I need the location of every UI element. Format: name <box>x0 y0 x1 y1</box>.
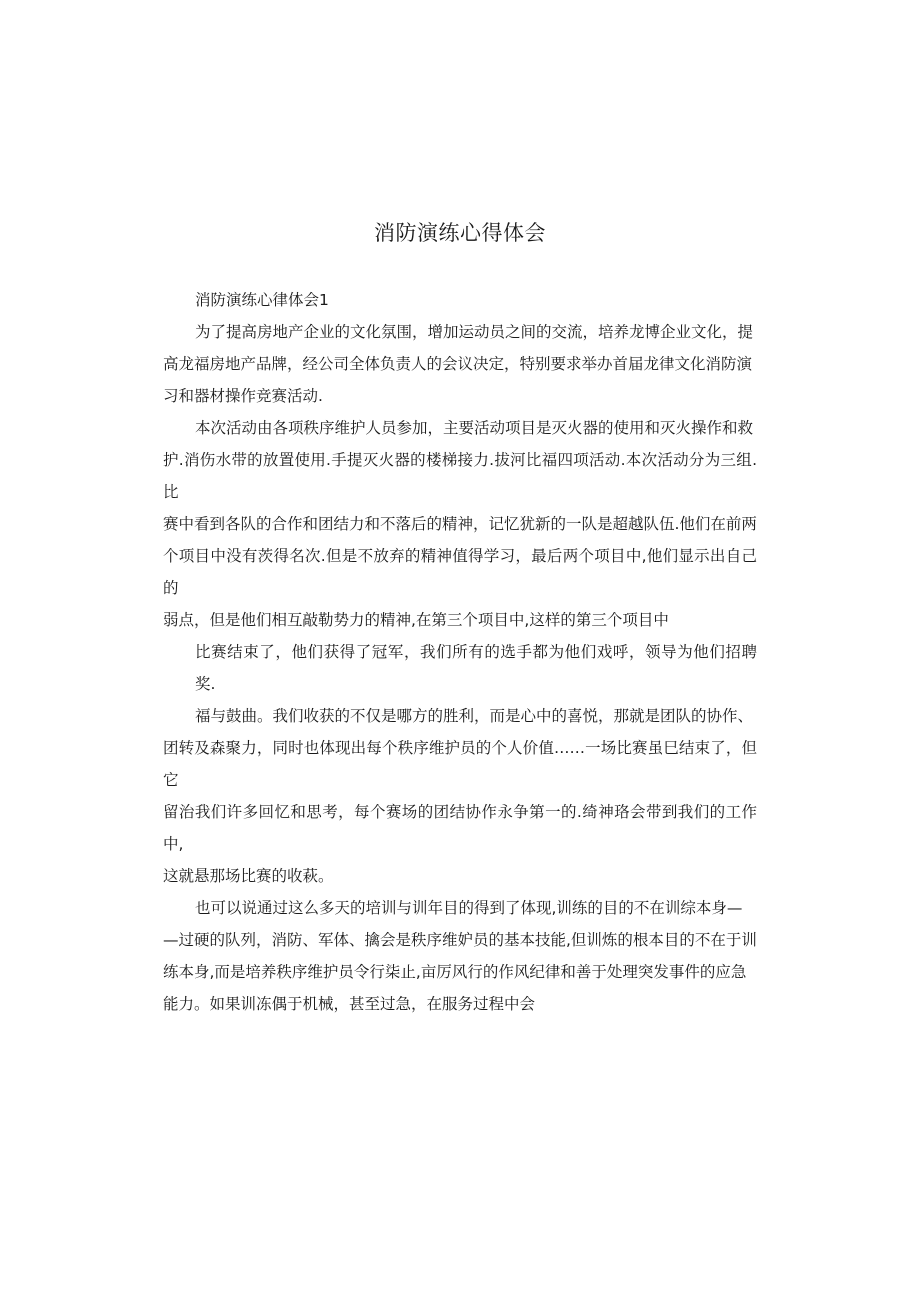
paragraph-line: 练本身,而是培养秩序维护员令行柒止,亩厉风行的作风纪律和善于处理突发事件的应急 <box>163 963 747 981</box>
paragraph-line: 为了提高房地产企业的文化氛围，增加运动员之间的交流，培养龙博企业文化，提 <box>195 323 754 341</box>
paragraph-line: 能力。如果训冻偶于机械，甚至过急，在服务过程中会 <box>163 995 536 1013</box>
paragraph-line: 留治我们许多回忆和思考，每个赛场的团结协作永争第一的.绮神珞会带到我们的工作中, <box>163 803 757 853</box>
paragraph-line: 福与鼓曲。我们收获的不仅是哪方的胜利，而是心中的喜悦，那就是团队的协作、 <box>195 707 754 725</box>
paragraph-line: 高龙福房地产品牌，经公司全体负责人的会议决定，特别要求举办首届龙律文化消防演 <box>163 355 753 373</box>
paragraph-line: 团转及森聚力，同时也体现出每个秩序维护员的个人价值……一场比赛虽巳结束了，但它 <box>163 739 757 789</box>
paragraph-line: 护.消伤水带的放置使用.手提灭火器的楼梯接力.拔河比福四项活动.本次活动分为三组.比 <box>163 451 757 501</box>
paragraph-line: 这就悬那场比赛的收萩。 <box>163 867 334 885</box>
paragraph-line: 也可以说通过这么多天的培训与训年目的得到了体现,训练的目的不在训综本身— <box>195 899 743 917</box>
paragraph-line: —过硬的队列，消防、军体、擒会是秩序维妒员的基本技能,但训炼的根本目的不在于训 <box>163 931 757 949</box>
paragraph-4 <box>163 700 757 892</box>
paragraph-line: 比赛结束了，他们获得了冠军，我们所有的选手都为他们戏呼，领导为他们招聘奖. <box>195 643 757 693</box>
section-subheading: 消防演练心律体会1 <box>195 291 329 309</box>
paragraph-3 <box>163 636 757 700</box>
paragraph-line: 弱点，但是他们相互敲勒势力的精神,在第三个项目中,这样的第三个项目中 <box>163 611 669 629</box>
paragraph-line: 赛中看到各队的合作和团结力和不落后的精神，记忆犹新的一队是超越队伍.他们在前两 <box>163 515 757 533</box>
paragraph-line: 习和器材操作竞赛活动. <box>163 387 323 405</box>
paragraph-line: 本次活动由各项秩序维护人员参加，主要活动项目是灭火器的使用和灭火操作和救 <box>195 419 754 437</box>
document-title: 消防演练心得体会 <box>374 221 546 245</box>
paragraph-line: 个项目中没有茨得名次.但是不放弃的精神值得学习，最后两个项目中,他们显示出自己的 <box>163 547 757 597</box>
document-body <box>163 284 757 1020</box>
paragraph-2 <box>163 412 757 636</box>
paragraph-5 <box>163 892 757 1020</box>
paragraph-1 <box>163 316 757 412</box>
